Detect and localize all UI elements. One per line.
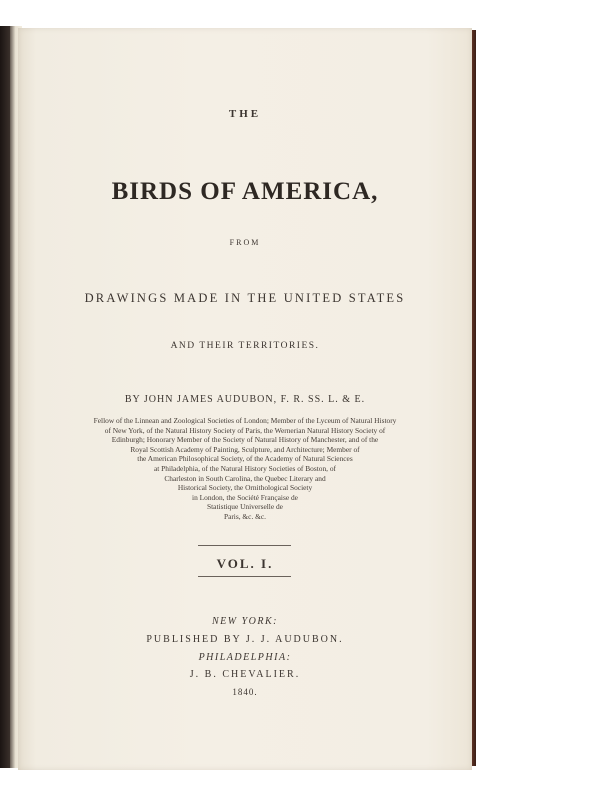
credentials-line: Historical Society, the Ornithological Society xyxy=(177,483,313,493)
credentials-line: Paris, &c. &c. xyxy=(223,511,267,521)
imprint-city-new-york: NEW YORK: xyxy=(212,616,278,627)
imprint-distributor: J. B. CHEVALIER. xyxy=(189,669,301,680)
credentials-line: Charleston in South Carolina, the Quebec Literary and xyxy=(164,473,326,483)
credentials-line: in London, the Société Française de xyxy=(192,492,298,502)
author-line: BY JOHN JAMES AUDUBON, F. R. SS. L. & E. xyxy=(124,394,366,405)
credentials-line: Edinburgh; Honorary Member of the Society of Natural History of Manchester, and of the xyxy=(111,435,379,445)
book-spine xyxy=(0,26,10,768)
imprint-city-philadelphia: PHILADELPHIA: xyxy=(198,652,292,663)
credentials-line: Statistique Universelle de xyxy=(207,502,283,512)
volume-rule-bottom xyxy=(198,576,291,577)
credentials-line: the American Philosophical Society, of the Academy of Natural Sciences xyxy=(137,454,353,464)
book-title: BIRDS OF AMERICA, xyxy=(111,178,379,205)
volume-rule-top xyxy=(198,545,291,546)
subtitle-drawings: DRAWINGS MADE IN THE UNITED STATES xyxy=(84,291,406,305)
author-credentials xyxy=(91,416,399,522)
imprint-publisher: PUBLISHED BY J. J. AUDUBON. xyxy=(146,634,344,645)
credentials-line: of New York, of the Natural History Society of Paris, the Wernerian Natural History Society of xyxy=(104,425,386,435)
the-heading: THE xyxy=(228,108,262,120)
subtitle-territories: AND THEIR TERRITORIES. xyxy=(170,341,320,351)
from-text: FROM xyxy=(229,238,261,247)
publication-year: 1840. xyxy=(232,687,258,697)
title-page xyxy=(18,28,472,770)
credentials-line: Fellow of the Linnean and Zoological Societies of London; Member of the Lyceum of Natural History xyxy=(93,416,397,425)
volume-label: VOL. I. xyxy=(216,556,274,571)
credentials-line: Royal Scottish Academy of Painting, Sculpture, and Architecture; Member of xyxy=(130,444,360,454)
credentials-line: at Philadelphia, of the Natural History Societies of Boston, of xyxy=(153,463,337,473)
